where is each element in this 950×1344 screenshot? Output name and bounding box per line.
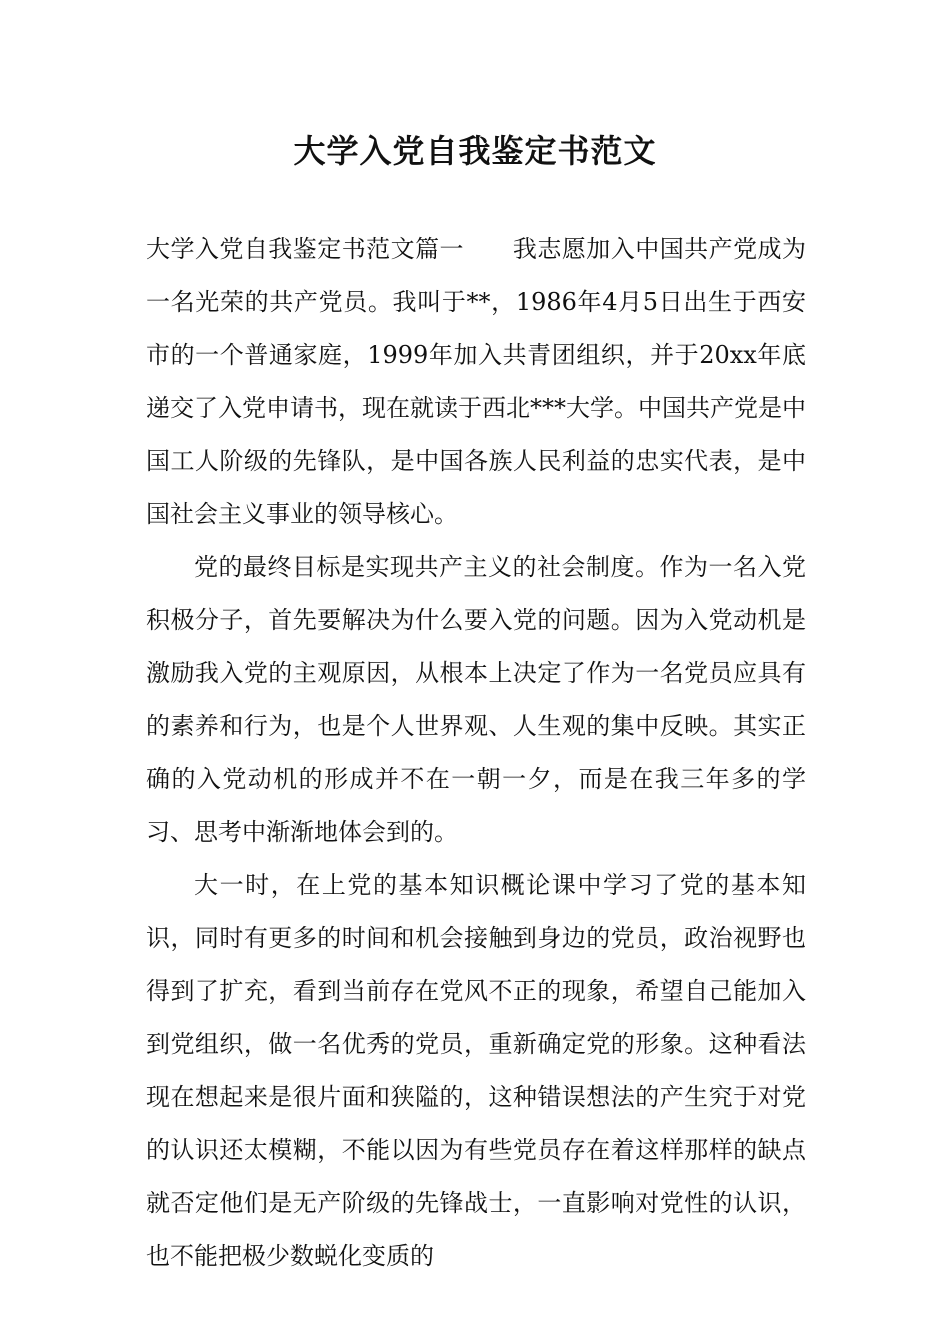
document-body bbox=[146, 223, 806, 1283]
paragraph-1: 大学入党自我鉴定书范文篇一 我志愿加入中国共产党成为一名光荣的共产党员。我叫于**，1986年4月5日出生于西安市的一个普通家庭，1999年加入共青团组织，并于20xx年底递交了入党申请书，现在就读于西北***大学。中国共产党是中国工人阶级的先锋队，是中国各族人民利益的忠实代表，是中国社会主义事业的领导核心。 bbox=[146, 235, 806, 528]
paragraph-2: 党的最终目标是实现共产主义的社会制度。作为一名入党积极分子，首先要解决为什么要入党的问题。因为入党动机是激励我入党的主观原因，从根本上决定了作为一名党员应具有的素养和行为，也是个人世界观、人生观的集中反映。其实正确的入党动机的形成并不在一朝一夕，而是在我三年多的学习、思考中渐渐地体会到的。 bbox=[146, 553, 806, 846]
paragraph-3: 大一时，在上党的基本知识概论课中学习了党的基本知识，同时有更多的时间和机会接触到身边的党员，政治视野也得到了扩充，看到当前存在党风不正的现象，希望自己能加入到党组织，做一名优秀的党员，重新确定党的形象。这种看法现在想起来是很片面和狭隘的，这种错误想法的产生究于对党的认识还太模糊，不能以因为有些党员存在着这样那样的缺点就否定他们是无产阶级的先锋战士，一直影响对党性的认识，也不能把极少数蜕化变质的 bbox=[146, 871, 806, 1270]
document-title: 大学入党自我鉴定书范文 bbox=[293, 132, 657, 170]
